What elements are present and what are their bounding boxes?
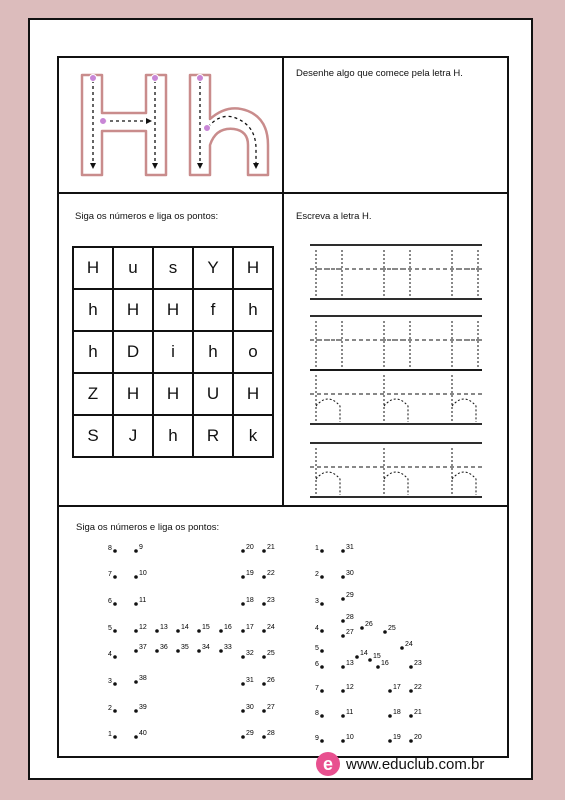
dot-number: 33 (224, 644, 232, 651)
dot[interactable] (134, 649, 138, 653)
dot[interactable] (113, 549, 117, 553)
dot[interactable] (219, 629, 223, 633)
dot[interactable] (409, 689, 413, 693)
dot[interactable] (376, 665, 380, 669)
dot[interactable] (320, 629, 324, 633)
dot-number: 21 (414, 709, 422, 716)
dot-number: 1 (315, 545, 319, 552)
dot-number: 28 (346, 614, 354, 621)
dot-number: 7 (315, 685, 319, 692)
dot[interactable] (355, 655, 359, 659)
dot-number: 18 (246, 597, 254, 604)
dot[interactable] (241, 575, 245, 579)
grid-letter[interactable]: o (233, 331, 273, 373)
dot-number: 10 (139, 570, 147, 577)
dot[interactable] (400, 646, 404, 650)
dot[interactable] (388, 689, 392, 693)
dot[interactable] (113, 735, 117, 739)
educlub-logo: e (316, 752, 340, 776)
dot-number: 7 (108, 571, 112, 578)
dot-number: 12 (346, 684, 354, 691)
grid-letter[interactable]: u (113, 247, 153, 289)
dot-number: 11 (139, 597, 147, 604)
dot-number: 22 (267, 570, 275, 577)
dot[interactable] (341, 549, 345, 553)
dot[interactable] (360, 626, 364, 630)
dot-number: 2 (108, 705, 112, 712)
dot-number: 27 (267, 704, 275, 711)
dot-number: 9 (315, 735, 319, 742)
dot-number: 24 (267, 624, 275, 631)
grid-letter[interactable]: Z (73, 373, 113, 415)
dot-number: 39 (139, 704, 147, 711)
dot-number: 38 (139, 675, 147, 682)
dot-number: 11 (346, 709, 354, 716)
dot[interactable] (341, 619, 345, 623)
dot[interactable] (320, 602, 324, 606)
dot-number: 20 (246, 544, 254, 551)
dot[interactable] (341, 689, 345, 693)
grid-letter[interactable]: S (73, 415, 113, 457)
grid-letter[interactable]: Y (193, 247, 233, 289)
grid-letter[interactable]: h (73, 289, 113, 331)
dot[interactable] (388, 739, 392, 743)
grid-letter[interactable]: D (113, 331, 153, 373)
dot-number: 30 (346, 570, 354, 577)
dot-number: 30 (246, 704, 254, 711)
dot[interactable] (262, 549, 266, 553)
dot-number: 34 (202, 644, 210, 651)
dot-number: 16 (381, 660, 389, 667)
dot-number: 17 (393, 684, 401, 691)
dot[interactable] (409, 739, 413, 743)
dot-number: 12 (139, 624, 147, 631)
dot-number: 24 (405, 641, 413, 648)
grid-letter[interactable]: s (153, 247, 193, 289)
dot-number: 2 (315, 571, 319, 578)
dot[interactable] (383, 630, 387, 634)
dot[interactable] (341, 665, 345, 669)
dot[interactable] (241, 682, 245, 686)
grid-letter[interactable]: H (113, 373, 153, 415)
dot-number: 23 (267, 597, 275, 604)
grid-letter[interactable]: k (233, 415, 273, 457)
dot[interactable] (113, 655, 117, 659)
letters-instruction: Siga os números e liga os pontos: (75, 211, 219, 222)
dot-number: 17 (246, 624, 254, 631)
dot[interactable] (320, 649, 324, 653)
dot-number: 8 (315, 710, 319, 717)
dot-number: 8 (108, 545, 112, 552)
dot-number: 15 (373, 653, 381, 660)
dot[interactable] (134, 709, 138, 713)
dot-number: 31 (346, 544, 354, 551)
dot-number: 19 (246, 570, 254, 577)
dot[interactable] (197, 629, 201, 633)
dot-number: 6 (108, 598, 112, 605)
dot-number: 10 (346, 734, 354, 741)
dot-number: 31 (246, 677, 254, 684)
dot[interactable] (241, 629, 245, 633)
dot-number: 25 (267, 650, 275, 657)
draw-instruction: Desenhe algo que comece pela letra H. (296, 68, 463, 79)
dot[interactable] (113, 709, 117, 713)
dot[interactable] (113, 602, 117, 606)
dot[interactable] (197, 649, 201, 653)
grid-letter[interactable]: h (73, 331, 113, 373)
dot-number: 26 (365, 621, 373, 628)
grid-letter[interactable]: h (193, 331, 233, 373)
dot-number: 18 (393, 709, 401, 716)
dot-number: 3 (108, 678, 112, 685)
dot[interactable] (176, 649, 180, 653)
dot[interactable] (155, 649, 159, 653)
dot-number: 1 (108, 731, 112, 738)
dot[interactable] (341, 739, 345, 743)
dot-number: 37 (139, 644, 147, 651)
dot[interactable] (262, 602, 266, 606)
dot[interactable] (409, 714, 413, 718)
dot[interactable] (320, 689, 324, 693)
dot-number: 14 (181, 624, 189, 631)
dot-number: 14 (360, 650, 368, 657)
dot[interactable] (241, 709, 245, 713)
dot[interactable] (320, 714, 324, 718)
dot[interactable] (341, 634, 345, 638)
dot[interactable] (320, 575, 324, 579)
dot[interactable] (241, 602, 245, 606)
dot[interactable] (241, 549, 245, 553)
dot[interactable] (176, 629, 180, 633)
dot-number: 5 (315, 645, 319, 652)
grid-letter[interactable]: H (153, 289, 193, 331)
dot-number: 9 (139, 544, 143, 551)
dot[interactable] (113, 682, 117, 686)
website-url[interactable]: www.educlub.com.br (346, 755, 485, 773)
dot[interactable] (134, 735, 138, 739)
dot[interactable] (134, 602, 138, 606)
dot[interactable] (341, 575, 345, 579)
dot[interactable] (262, 682, 266, 686)
dots-instruction: Siga os números e liga os pontos: (76, 522, 220, 533)
dot-number: 4 (315, 625, 319, 632)
dot[interactable] (262, 629, 266, 633)
dot-number: 27 (346, 629, 354, 636)
dot-number: 36 (160, 644, 168, 651)
dot[interactable] (241, 655, 245, 659)
dot-number: 20 (414, 734, 422, 741)
dot-number: 29 (346, 592, 354, 599)
grid-letter[interactable]: H (153, 373, 193, 415)
dot-number: 32 (246, 650, 254, 657)
grid-letter[interactable]: h (233, 289, 273, 331)
dot[interactable] (320, 739, 324, 743)
dot-number: 3 (315, 598, 319, 605)
dot-number: 25 (388, 625, 396, 632)
dot[interactable] (155, 629, 159, 633)
dot-number: 21 (267, 544, 275, 551)
dot-number: 15 (202, 624, 210, 631)
write-instruction: Escreva a letra H. (296, 211, 372, 222)
dot[interactable] (262, 575, 266, 579)
grid-letter[interactable]: R (193, 415, 233, 457)
grid-letter[interactable]: H (73, 247, 113, 289)
dot[interactable] (388, 714, 392, 718)
dot[interactable] (262, 655, 266, 659)
grid-letter[interactable]: i (153, 331, 193, 373)
grid-letter[interactable]: H (113, 289, 153, 331)
grid-letter[interactable]: H (233, 247, 273, 289)
dot[interactable] (241, 735, 245, 739)
footer-brand (316, 752, 484, 776)
dot-number: 4 (108, 651, 112, 658)
dot[interactable] (134, 575, 138, 579)
dot[interactable] (341, 597, 345, 601)
grid-letter[interactable]: H (233, 373, 273, 415)
dot-number: 29 (246, 730, 254, 737)
dot-number: 16 (224, 624, 232, 631)
dot-number: 40 (139, 730, 147, 737)
dot-number: 35 (181, 644, 189, 651)
dot-number: 23 (414, 660, 422, 667)
dot-number: 22 (414, 684, 422, 691)
dot[interactable] (262, 735, 266, 739)
dot-number: 26 (267, 677, 275, 684)
grid-letter[interactable]: f (193, 289, 233, 331)
dot-number: 13 (346, 660, 354, 667)
grid-letter[interactable]: U (193, 373, 233, 415)
dot[interactable] (409, 665, 413, 669)
dot[interactable] (219, 649, 223, 653)
dot[interactable] (113, 629, 117, 633)
dot[interactable] (113, 575, 117, 579)
dot-number: 6 (315, 661, 319, 668)
grid-letter[interactable]: J (113, 415, 153, 457)
dot[interactable] (134, 549, 138, 553)
dot[interactable] (320, 665, 324, 669)
dot-number: 5 (108, 625, 112, 632)
dot[interactable] (262, 709, 266, 713)
dot-number: 19 (393, 734, 401, 741)
dot[interactable] (320, 549, 324, 553)
grid-letter[interactable]: h (153, 415, 193, 457)
dot-number: 28 (267, 730, 275, 737)
dot[interactable] (134, 680, 138, 684)
dot-number: 13 (160, 624, 168, 631)
dot[interactable] (368, 658, 372, 662)
dot[interactable] (134, 629, 138, 633)
dot[interactable] (341, 714, 345, 718)
